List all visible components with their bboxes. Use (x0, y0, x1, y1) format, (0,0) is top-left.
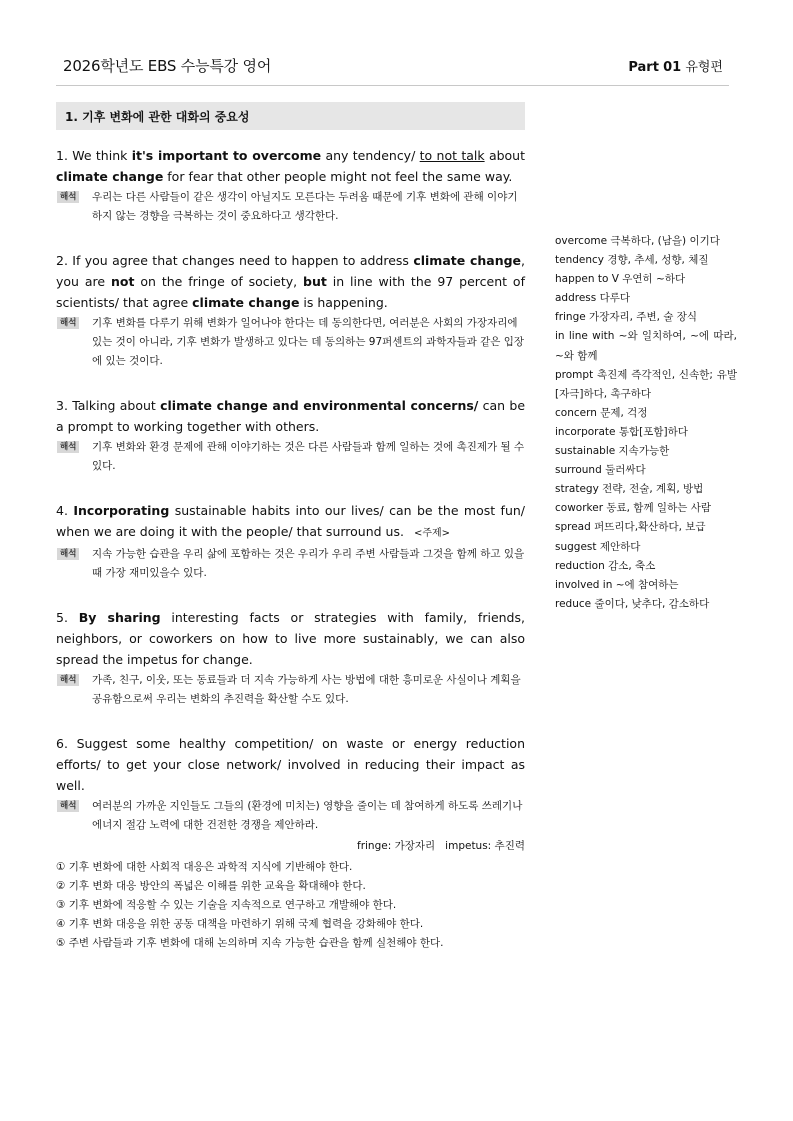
text: sustainable habits into our lives/ can be the most fun/ when we are doing it with the people/ that surround us. (56, 503, 525, 539)
english-sentence (56, 250, 525, 313)
text: 6. Suggest some healthy competition/ on waste or energy reduction efforts/ to get your close network/ involved in reducing their impact as well. (56, 736, 525, 793)
text: about (484, 148, 526, 163)
bold-text: Incorporating (73, 503, 170, 518)
book-title: 2026학년도 EBS 수능특강 영어 (63, 57, 272, 75)
vocab-item: fringe 가장자리, 주변, 술 장식 (555, 311, 698, 324)
translation (56, 314, 525, 371)
part-name: 유형편 (685, 60, 723, 75)
translation-tag: 해석 (57, 800, 79, 812)
text: can be a prompt to working together with others. (56, 398, 526, 434)
vocab-item: coworker 동료, 함께 일하는 사람 (555, 502, 711, 515)
part-number: 01 (663, 60, 682, 75)
vocab-item: overcome 극복하다, (남을) 이기다 (555, 235, 720, 247)
section-title: 1. 기후 변화에 관한 대화의 중요성 (65, 110, 250, 124)
text: 4. (56, 503, 74, 518)
vocab-item: concern 문제, 걱정 (555, 406, 648, 419)
sentence-1 (56, 145, 525, 226)
sentence-3 (56, 395, 525, 476)
english-sentence (56, 607, 525, 670)
option-3[interactable]: ③ 기후 변화에 적응할 수 있는 기술을 지속적으로 연구하고 개발해야 한다. (56, 899, 397, 911)
translation-text: 지속 가능한 습관을 우리 삶에 포함하는 것은 우리가 우리 주변 사람들과 그것을 함께 하고 있을 때 가장 재미있을수 있다. (92, 548, 525, 579)
bold-text: but (303, 274, 327, 289)
english-sentence (56, 500, 525, 544)
translation-tag: 해석 (57, 317, 79, 329)
topic-marker: <주제> (413, 528, 451, 539)
translation-text: 여러분의 가까운 지인들도 그들의 (환경에 미치는) 영향을 줄이는 데 참여하게 하도록 쓰레기나 에너지 절감 노력에 대한 건전한 경쟁을 제안하라. (92, 800, 523, 831)
vocab-item: spread 퍼뜨리다,확산하다, 보급 (555, 521, 706, 534)
text: 3. Talking about (56, 398, 161, 413)
option-2[interactable]: ② 기후 변화 대응 방안의 폭넓은 이해를 위한 교육을 확대해야 한다. (56, 880, 366, 892)
sentence-4 (56, 500, 525, 583)
bold-text: By sharing (78, 610, 161, 625)
option-4[interactable]: ④ 기후 변화 대응을 위한 공동 대책을 마련하기 위해 국제 협력을 강화해야 한다. (56, 918, 424, 930)
text: is happening. (299, 295, 388, 310)
vocab-item: happen to V 우연히 ~하다 (555, 273, 686, 286)
vocab-item: address 다루다 (555, 292, 631, 305)
vocab-item: in line with ~와 일치하여, ~에 따라, ~와 함께 (555, 330, 737, 362)
option-1[interactable]: ① 기후 변화에 대한 사회적 대응은 과학적 지식에 기반해야 한다. (56, 861, 353, 873)
translation-tag: 해석 (57, 441, 79, 453)
text: any tendency/ (321, 148, 420, 163)
vocab-item: suggest 제안하다 (555, 540, 641, 553)
translation-text: 우리는 다른 사람들이 같은 생각이 아닐지도 모른다는 두려움 때문에 기후 변화에 관해 이야기하지 않는 경향을 극복하는 것이 중요하다고 생각한다. (92, 191, 518, 222)
passage (56, 145, 525, 855)
vocab-item: tendency 경향, 추세, 성향, 체질 (555, 254, 709, 267)
bold-text: not (110, 274, 135, 289)
option-5[interactable]: ⑤ 주변 사람들과 기후 변화에 대해 논의하며 지속 가능한 습관을 함께 실천해야 한다. (56, 937, 444, 949)
english-sentence (56, 145, 525, 187)
translation (56, 797, 525, 835)
vocab-item: involved in ~에 참여하는 (555, 578, 679, 591)
vocab-item: surround 둘러싸다 (555, 464, 646, 477)
vocab-item: reduce 줄이다, 낮추다, 감소하다 (555, 597, 710, 610)
vocab-item: sustainable 지속가능한 (555, 445, 670, 458)
text: 1. We think (56, 148, 132, 163)
part-label (628, 56, 723, 75)
vocab-item: strategy 전략, 전술, 계획, 방법 (555, 483, 704, 496)
text: on the fringe of society, (134, 274, 304, 289)
bold-text: climate change (56, 169, 164, 184)
bold-text: climate change (413, 253, 522, 268)
english-sentence (56, 733, 525, 796)
header-divider (56, 85, 729, 86)
vocab-item: prompt 촉진제 즉각적인, 신속한; 유발[자극]하다, 촉구하다 (555, 368, 737, 400)
translation-text: 기후 변화와 환경 문제에 관해 이야기하는 것은 다른 사람들과 함께 일하는 것에 촉진제가 될 수 있다. (92, 441, 525, 472)
translation-text: 기후 변화를 다루기 위해 변화가 일어나야 한다는 데 동의한다면, 여러분은 사회의 가장자리에 있는 것이 아니라, 기후 변화가 발생하고 있다는 데 동의하는 97퍼센트의 과학자들과 같은 입장에 있는 것이다. (92, 317, 525, 367)
english-sentence (56, 395, 525, 437)
translation-tag: 해석 (57, 548, 79, 560)
translation (56, 188, 525, 226)
text: interesting facts or strategies with family, friends, neighbors, or coworkers on how to live more sustainably, we can also spread the impetus for change. (56, 610, 525, 667)
bold-text: climate change (192, 295, 300, 310)
underlined-text: to not talk (419, 148, 485, 163)
sentence-6 (56, 733, 525, 855)
answer-options (56, 858, 656, 953)
section-title-bar (56, 102, 525, 130)
bold-text: it's important to overcome (131, 148, 322, 163)
text: 5. (56, 610, 79, 625)
translation (56, 545, 525, 583)
text: in line with the 97 percent of scientists/ that agree (56, 274, 525, 310)
text: 2. If you agree that changes need to happen to address (56, 253, 414, 268)
glossary: fringe: 가장자리 impetus: 추진력 (357, 840, 525, 852)
translation-tag: 해석 (57, 674, 79, 686)
translation-text: 가족, 친구, 이웃, 또는 동료들과 더 지속 가능하게 사는 방법에 대한 흥미로운 사실이나 계획을 공유함으로써 우리는 변화의 추진력을 확산할 수도 있다. (92, 674, 521, 705)
sentence-5 (56, 607, 525, 709)
vocab-item: incorporate 통합[포함]하다 (555, 425, 688, 438)
page-header (63, 55, 723, 79)
bold-text: climate change and environmental concerns/ (160, 398, 479, 413)
vocab-item: reduction 감소, 축소 (555, 559, 656, 572)
sentence-2 (56, 250, 525, 371)
part-word: Part (628, 60, 659, 75)
translation (56, 438, 525, 476)
text: , you are (56, 253, 526, 289)
translation (56, 671, 525, 709)
text: for fear that other people might not feel the same way. (163, 169, 513, 184)
vocabulary-list (555, 232, 737, 614)
translation-tag: 해석 (57, 191, 79, 203)
